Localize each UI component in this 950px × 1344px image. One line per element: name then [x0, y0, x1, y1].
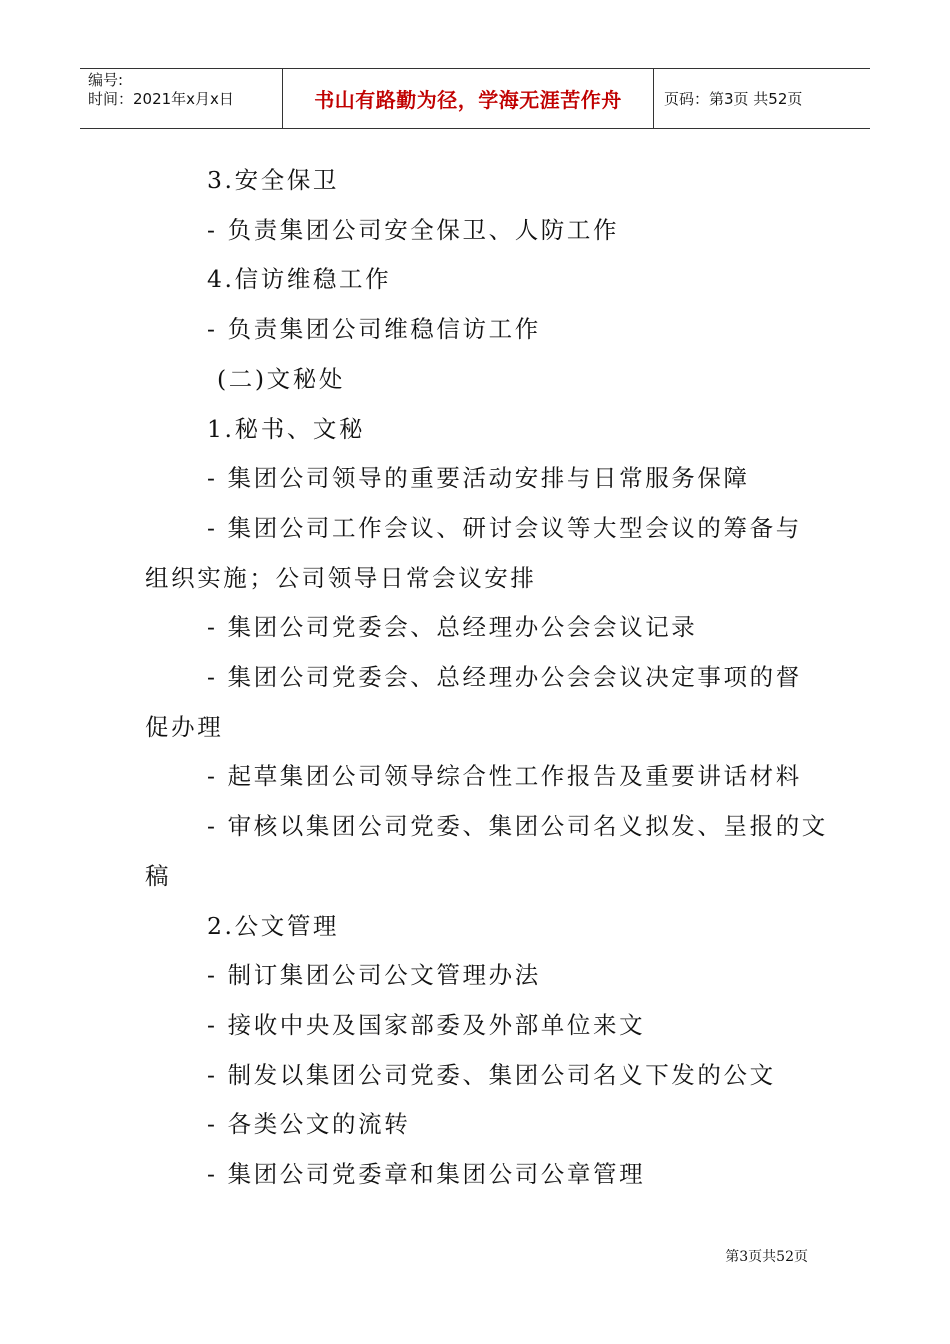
header-motto: 书山有路勤为径，学海无涯苦作舟: [282, 69, 654, 128]
section-heading: 3.安全保卫: [207, 166, 340, 194]
list-item-continuation: 促办理: [145, 712, 224, 741]
list-item-continuation: 组织实施；公司领导日常会议安排: [145, 563, 537, 592]
page-footer: 第3页共52页: [725, 1249, 808, 1265]
section-heading: 2.公文管理: [207, 911, 340, 940]
list-item: - 集团公司领导的重要活动安排与日常服务保障: [207, 464, 750, 493]
section-heading: 1.秘书、文秘: [207, 414, 366, 443]
list-item: - 集团公司党委章和集团公司公章管理: [207, 1160, 646, 1189]
department-heading: (二)文秘处: [217, 364, 345, 393]
header-page-number: 页码：第3页 共52页: [664, 90, 803, 108]
section-heading: 4.信访维稳工作: [207, 265, 392, 294]
header-meta: [80, 69, 282, 128]
list-item: - 制发以集团公司党委、集团公司名义下发的公文: [207, 1060, 776, 1089]
list-item: - 各类公文的流转: [207, 1110, 411, 1139]
document-time-label: 时间：2021年x月x日: [88, 90, 234, 108]
document-body: [145, 156, 828, 1200]
list-item: - 制订集团公司公文管理办法: [207, 961, 541, 990]
list-item: - 负责集团公司安全保卫、人防工作: [207, 215, 620, 244]
list-item: - 接收中央及国家部委及外部单位来文: [207, 1010, 646, 1039]
list-item: - 负责集团公司维稳信访工作: [207, 315, 541, 344]
list-item: - 集团公司工作会议、研讨会议等大型会议的筹备与: [207, 513, 802, 542]
list-item: - 审核以集团公司党委、集团公司名义拟发、呈报的文: [207, 812, 828, 841]
page-header: [80, 68, 870, 129]
list-item: - 起草集团公司领导综合性工作报告及重要讲话材料: [207, 762, 802, 791]
document-number-label: 编号:: [88, 71, 124, 89]
list-item: - 集团公司党委会、总经理办公会会议记录: [207, 613, 698, 642]
list-item: - 集团公司党委会、总经理办公会会议决定事项的督: [207, 663, 802, 692]
list-item-continuation: 稿: [145, 861, 172, 890]
